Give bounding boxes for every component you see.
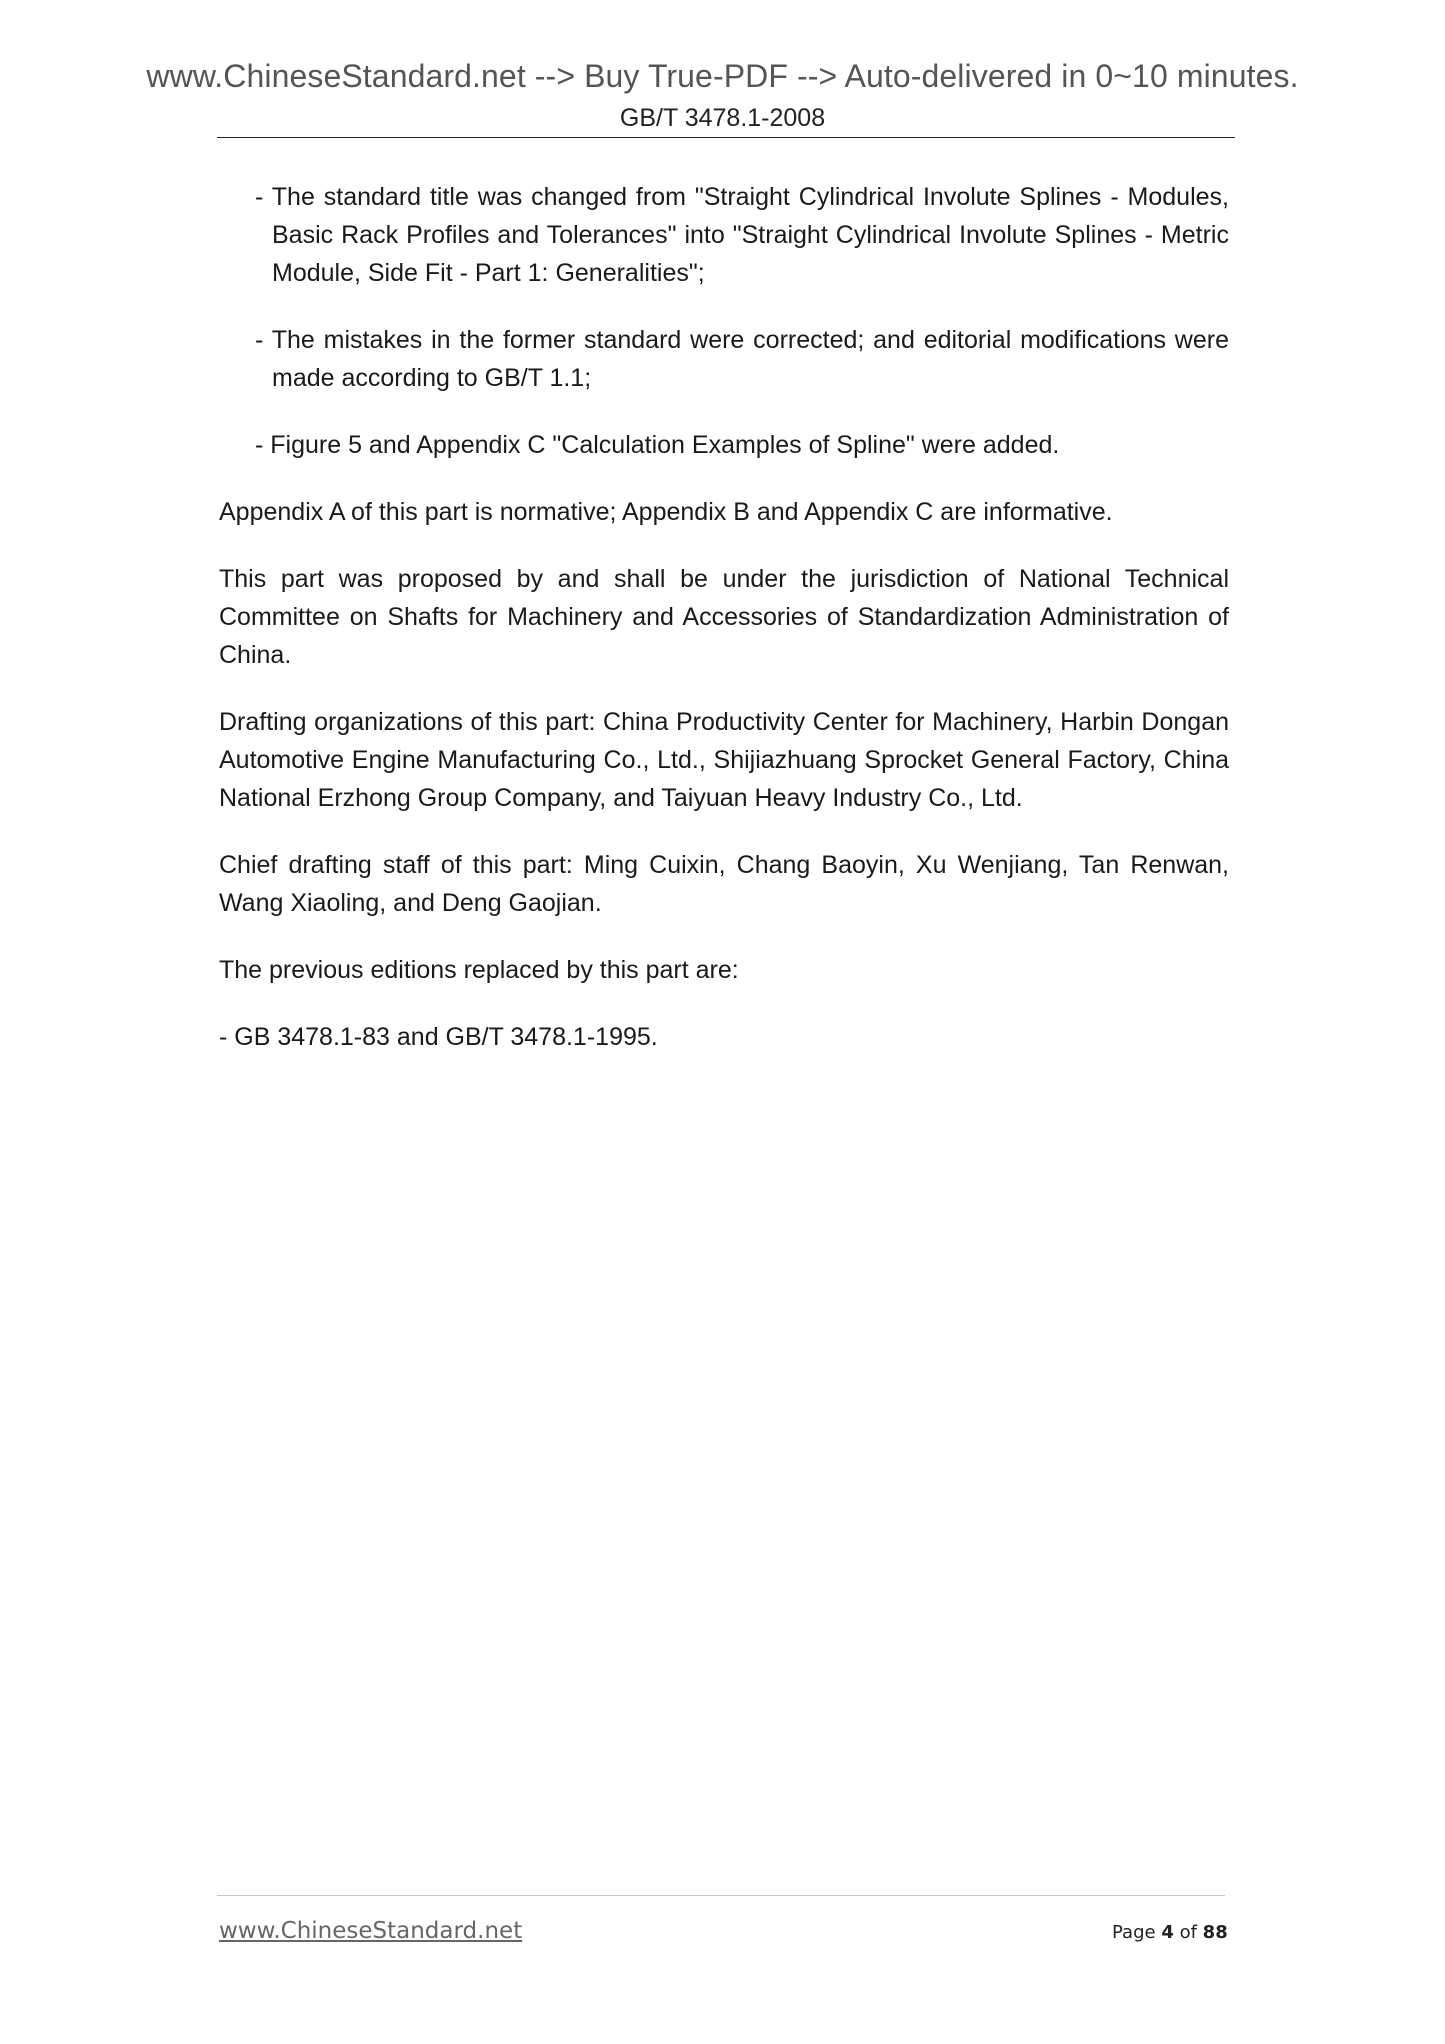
page-total: 88 bbox=[1202, 1922, 1228, 1943]
paragraph-previous-editions: The previous editions replaced by this part are: bbox=[219, 956, 739, 984]
paragraph-drafting-organizations: Drafting organizations of this part: China Productivity Center for Machinery, Harbin Dongan Automotive Engine Manufacturing Co., Ltd., Shijiazhuang Sprocket General Factory, China National Erzhong Group Company, and Taiyuan Heavy Industry Co., Ltd. bbox=[219, 708, 1229, 812]
header-banner: www.ChineseStandard.net --> Buy True-PDF --> Auto-delivered in 0~10 minutes. bbox=[146, 58, 1299, 94]
paragraph-appendix-status: Appendix A of this part is normative; Appendix B and Appendix C are informative. bbox=[219, 498, 1113, 526]
page-label: Page bbox=[1112, 1922, 1156, 1943]
page-number bbox=[1112, 1922, 1228, 1943]
previous-editions-list-item: - GB 3478.1-83 and GB/T 3478.1-1995. bbox=[219, 1023, 658, 1051]
page-of-label: of bbox=[1179, 1922, 1197, 1943]
header-divider bbox=[217, 137, 1235, 138]
page-content bbox=[219, 178, 1229, 1085]
paragraph-proposal: This part was proposed by and shall be under the jurisdiction of National Technical Committee on Shafts for Machinery and Accessories of Standardization Administration of China. bbox=[219, 565, 1229, 669]
paragraph-drafting-staff: Chief drafting staff of this part: Ming Cuixin, Chang Baoyin, Xu Wenjiang, Tan Renwan, Wang Xiaoling, and Deng Gaojian. bbox=[219, 851, 1229, 917]
bullet-item-corrections: - The mistakes in the former standard were corrected; and editorial modifications were made according to GB/T 1.1; bbox=[255, 326, 1229, 392]
bullet-item-title-change: - The standard title was changed from "Straight Cylindrical Involute Splines - Modules, Basic Rack Profiles and Tolerances" into "Straight Cylindrical Involute Splines - Metric Module, Side Fit - Part 1: Generalities"; bbox=[255, 183, 1229, 287]
page-current: 4 bbox=[1161, 1922, 1174, 1943]
footer-website-link[interactable]: www.ChineseStandard.net bbox=[219, 1918, 523, 1944]
document-code: GB/T 3478.1-2008 bbox=[619, 104, 826, 132]
footer-divider bbox=[217, 1895, 1225, 1896]
bullet-item-additions: - Figure 5 and Appendix C "Calculation Examples of Spline" were added. bbox=[255, 431, 1060, 459]
